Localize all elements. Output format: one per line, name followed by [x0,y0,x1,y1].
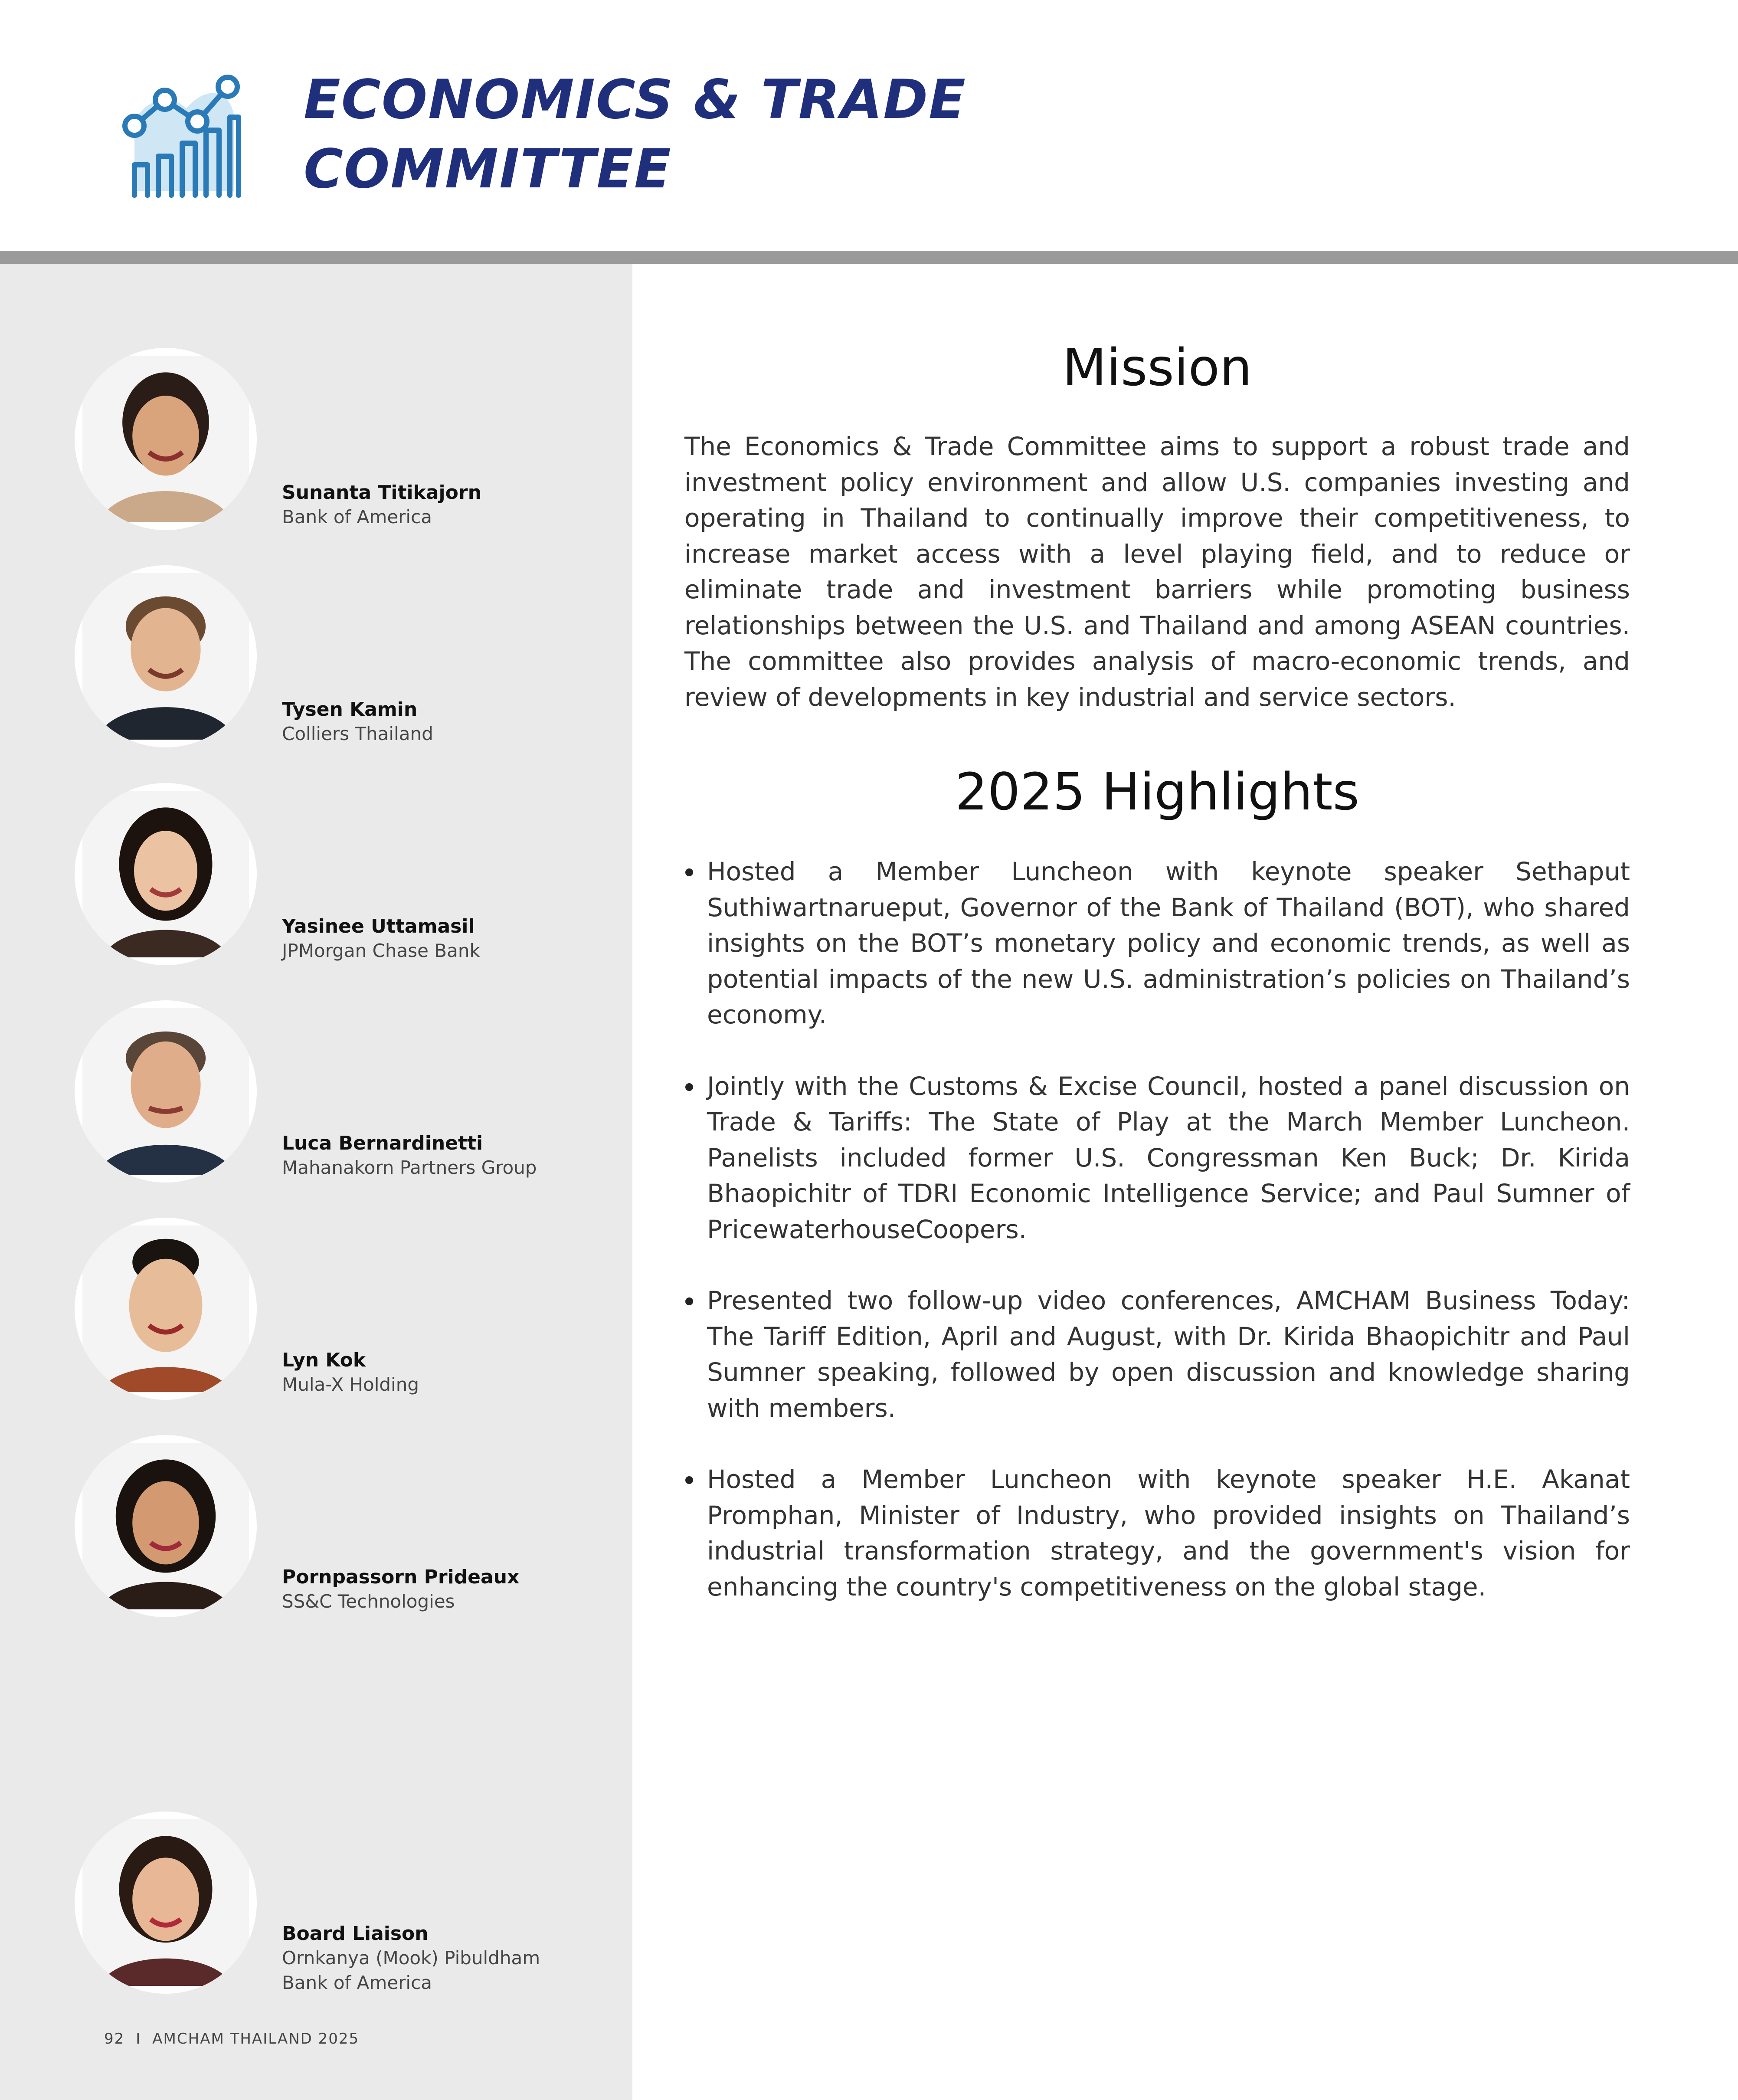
highlight-item: Hosted a Member Luncheon with keynote speaker Sethaput Suthiwartnarueput, Governor of the Bank of Thailand (BOT), who shared insights on the BOT’s monetary policy and economic trends, as well as potential impacts of the new U.S. administration’s policies on Thailand’s economy. [684,854,1630,1033]
page-number: 92 [104,2030,125,2048]
page-footer [104,2030,359,2048]
liaison-org: Bank of America [282,1972,432,1993]
member-name: Lyn Kok [282,1349,366,1371]
avatar [75,783,257,965]
footer-separator: I [136,2030,141,2048]
member-name: Luca Bernardinetti [282,1132,483,1154]
member-org: SS&C Technologies [282,1591,455,1612]
page-title-line2: COMMITTEE [304,138,672,200]
highlights-list [684,854,1630,1640]
highlight-item: Jointly with the Customs & Excise Council, hosted a panel discussion on Trade & Tariffs: The State of Play at the March Member Luncheon. Panelists included former U.S. Congressman Ken Buck; Dr. Kirida Bhaopichitr of TDRI Economic Intelligence Service; and Paul Sumner of PricewaterhouseCoopers. [684,1068,1630,1248]
member-org: Bank of America [282,506,432,527]
avatar [75,1812,257,1994]
highlights-heading: 2025 Highlights [955,762,1359,822]
member-name: Yasinee Uttamasil [282,915,475,937]
member-org: Colliers Thailand [282,723,433,744]
chart-growth-icon [121,69,247,200]
member-name: Pornpassorn Prideaux [282,1566,520,1588]
avatar [75,1218,257,1400]
header-divider [0,251,1738,264]
mission-heading: Mission [1062,337,1252,397]
mission-text: The Economics & Trade Committee aims to support a robust trade and investment policy environment and allow U.S. companies investing and operating in Thailand to continually improve their competitiveness, to increase market access with a level playing field, and to reduce or eliminate trade and investment barriers while promoting business relationships between the U.S. and Thailand and among ASEAN countries. The committee also provides analysis of macro-economic trends, and review of developments in key industrial and service sectors. [684,432,1630,712]
member-org: JPMorgan Chase Bank [282,940,480,961]
avatar [75,1435,257,1617]
liaison-label: Board Liaison [282,1923,429,1945]
highlight-item: Presented two follow-up video conferences, AMCHAM Business Today: The Tariff Edition, April and August, with Dr. Kirida Bhaopichitr and Paul Sumner speaking, followed by open discussion and knowledge sharing with members. [684,1283,1630,1426]
avatar [75,565,257,747]
page-title [304,65,966,204]
highlight-item: Hosted a Member Luncheon with keynote speaker H.E. Akanat Promphan, Minister of Industry, who provided insights on Thailand’s industrial transformation strategy, and the government's vision for enhancing the country's competitiveness on the global stage. [684,1461,1630,1605]
member-org: Mahanakorn Partners Group [282,1157,537,1178]
member-name: Sunanta Titikajorn [282,482,481,504]
avatar [75,348,257,530]
page-title-line1: ECONOMICS & TRADE [304,69,966,131]
member-name: Tysen Kamin [282,698,418,721]
avatar [75,1000,257,1183]
member-org: Mula-X Holding [282,1374,419,1395]
page-header [0,0,1738,251]
liaison-name: Ornkanya (Mook) Pibuldham [282,1947,540,1969]
publication-name: AMCHAM THAILAND 2025 [152,2030,360,2048]
